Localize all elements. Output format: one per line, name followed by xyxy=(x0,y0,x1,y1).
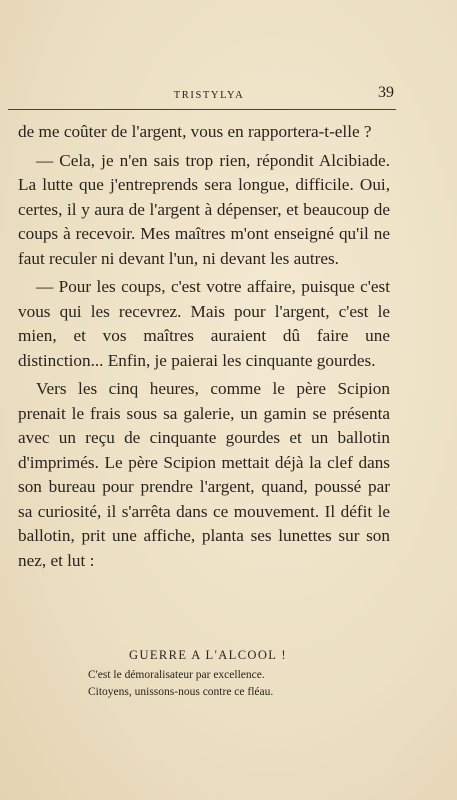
poster-line: C'est le démoralisateur par excellence. xyxy=(88,669,265,681)
header-rule xyxy=(8,109,396,110)
body-text xyxy=(18,120,390,577)
poster-line: Citoyens, unissons-nous contre ce fléau. xyxy=(88,686,274,698)
paragraph: — Pour les coups, c'est votre affaire, puisque c'est vous qui les recevrez. Mais pour l'argent, c'est le mien, et vos maîtres auraient dû faire une distinction... Enfin, je paierai les cinquante gourdes. xyxy=(18,277,390,370)
poster-title: GUERRE A L'ALCOOL ! xyxy=(129,648,287,662)
running-title: TRISTYLYA xyxy=(173,90,245,101)
page-header xyxy=(24,84,394,104)
paragraph: Vers les cinq heures, comme le père Scipion prenait le frais sous sa galerie, un gamin se présenta avec un reçu de cinquante gourdes et un ballotin d'imprimés. Le père Scipion mettait déjà la clef dans son bureau pour prendre l'argent, quand, poussé par sa curiosité, il s'arrêta dans ce mouvement. Il défit le ballotin, prit une affiche, planta ses lunettes sur son nez, et lut : xyxy=(18,379,390,570)
poster-quote xyxy=(20,648,396,701)
page-number: 39 xyxy=(378,84,394,101)
paragraph: de me coûter de l'argent, vous en rapportera-t-elle ? xyxy=(18,122,372,141)
paragraph: — Cela, je n'en sais trop rien, répondit Alcibiade. La lutte que j'entreprends sera longue, difficile. Oui, certes, il y aura de l'argent à dépenser, et beaucoup de coups à recevoir. Mes maîtres m'ont enseigné qu'il ne faut reculer ni devant l'un, ni devant les autres. xyxy=(18,150,390,268)
